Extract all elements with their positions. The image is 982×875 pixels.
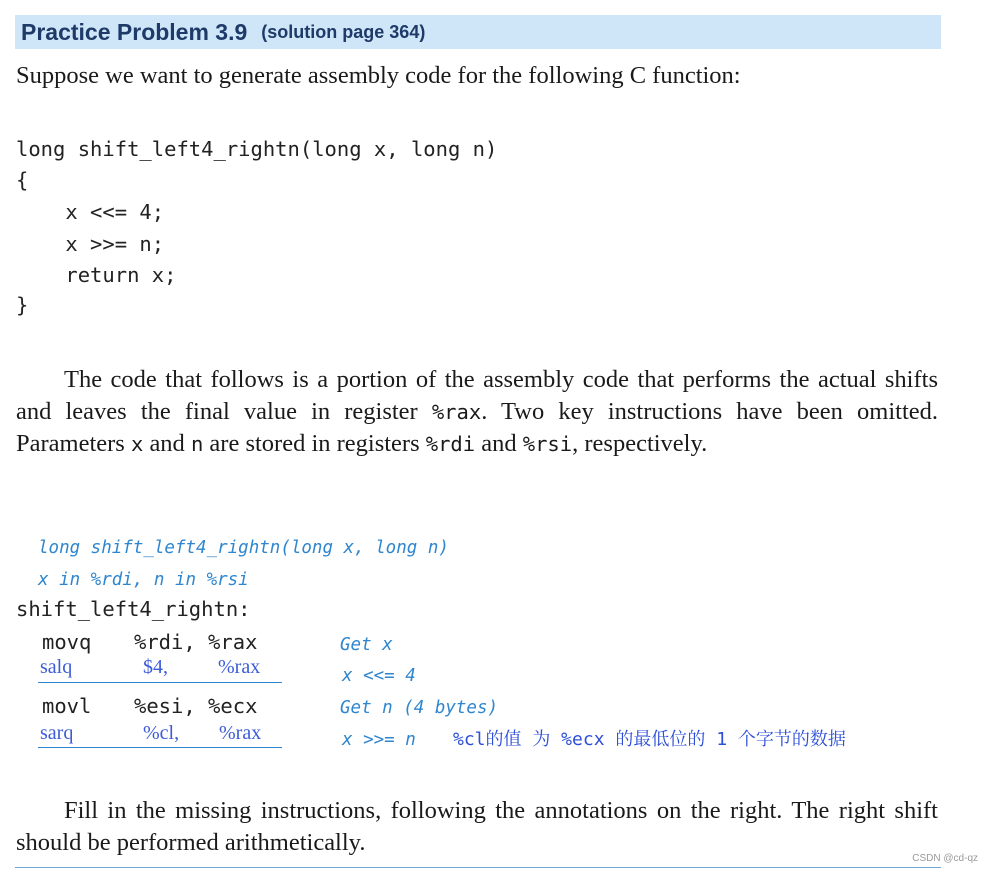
asm-label: shift_left4_rightn:: [16, 597, 251, 621]
inline-code: %rax: [431, 400, 482, 424]
handwritten-note: %cl的值 为 %ecx 的最低位的 1 个字节的数据: [453, 729, 846, 750]
intro-text: Suppose we want to generate assembly code for the following C function:: [16, 62, 741, 89]
asm-comment-registers: x in %rdi, n in %rsi: [38, 570, 249, 590]
c-code-line: return x;: [16, 263, 177, 287]
asm-annotation: x >>= n: [342, 730, 416, 750]
inline-code: x: [130, 432, 144, 456]
asm-op: movl: [42, 694, 92, 718]
watermark: CSDN @cd-qz: [912, 853, 978, 864]
inline-code: n: [190, 432, 204, 456]
asm-args: %rdi, %rax: [134, 630, 258, 654]
c-code-line: {: [16, 168, 29, 192]
asm-annotation: x <<= 4: [342, 666, 416, 686]
filled-arg: %rax: [218, 656, 261, 678]
asm-comment-signature: long shift_left4_rightn(long x, long n): [38, 538, 449, 558]
asm-annotation: Get x: [340, 635, 393, 655]
c-code-line: }: [16, 293, 29, 317]
paragraph-text: . Two key instructions have been omitted. Parameters: [16, 398, 938, 457]
solution-reference: (solution page 364): [261, 21, 426, 42]
answer-underline: [38, 747, 282, 748]
paragraph-text: , respectively.: [572, 430, 708, 457]
c-code-line: x >>= n;: [16, 232, 165, 256]
inline-code: %rdi: [425, 432, 476, 456]
paragraph-description: [16, 364, 938, 460]
inline-code: %rsi: [522, 432, 573, 456]
filled-arg: %rax: [219, 722, 262, 744]
c-code-line: x <<= 4;: [16, 200, 165, 224]
filled-arg: %cl,: [143, 722, 180, 744]
paragraph-text: and: [143, 430, 191, 457]
asm-annotation: Get n (4 bytes): [340, 698, 499, 718]
asm-args: %esi, %ecx: [134, 694, 258, 718]
paragraph-text: and: [475, 430, 523, 457]
bottom-rule: [15, 867, 941, 868]
c-code-line: long shift_left4_rightn(long x, long n): [16, 137, 498, 161]
paragraph-text: are stored in registers: [203, 430, 426, 457]
answer-underline: [38, 682, 282, 683]
filled-op: salq: [40, 656, 73, 678]
problem-title: Practice Problem 3.9: [21, 18, 248, 45]
filled-arg: $4,: [143, 656, 168, 678]
problem-header: [15, 15, 941, 49]
asm-op: movq: [42, 630, 92, 654]
filled-op: sarq: [40, 722, 74, 744]
instruction-paragraph: Fill in the missing instructions, following the annotations on the right. The right shift should be performed arithmetically.: [16, 797, 938, 856]
paragraph-text: The code that follows is a portion of the assembly code that performs the actual shifts and leaves the final value in register: [16, 366, 938, 425]
